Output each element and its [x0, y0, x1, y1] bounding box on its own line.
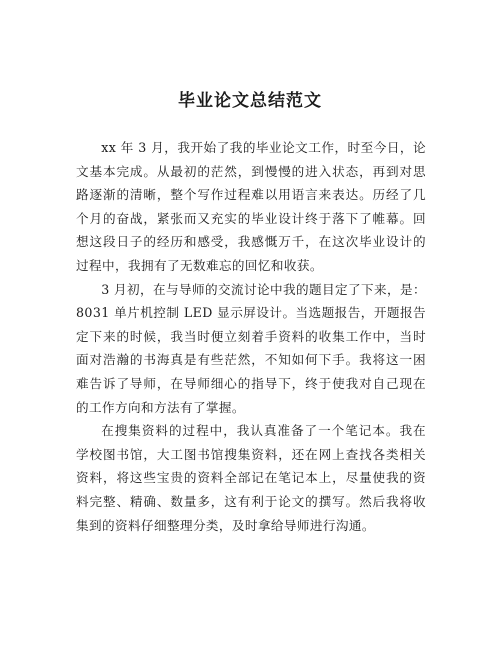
paragraph-1: xx 年 3 月，我开始了我的毕业论文工作，时至今日，论文基本完成。从最初的茫然，到慢慢的进入状态，再到对思路逐渐的清晰，整个写作过程难以用语言来表达。历经了几个月的奋战，紧张而又充实的毕业设计终于落下了帷幕。回想这段日子的经历和感受，我感慨万千，在这次毕业设计的过程中，我拥有了无数难忘的回忆和收获。 [76, 140, 426, 273]
document-body [76, 136, 426, 537]
document-title: 毕业论文总结范文 [178, 91, 322, 111]
paragraph-3: 在搜集资料的过程中，我认真准备了一个笔记本。我在学校图书馆，大工图书馆搜集资料，还在网上查找各类相关资料，将这些宝贵的资料全部记在笔记本上，尽量使我的资料完整、精确、数量多，这有利于论文的撰写。然后我将收集到的资料仔细整理分类，及时拿给导师进行沟通。 [76, 423, 426, 533]
paragraph-2: 3 月初，在与导师的交流讨论中我的题目定了下来，是：8031 单片机控制 LED 显示屏设计。当选题报告，开题报告定下来的时候，我当时便立刻着手资料的收集工作中，当时面对浩瀚的书海真是有些茫然，不知如何下手。我将这一困难告诉了导师，在导师细心的指导下，终于使我对自己现在的工作方向和方法有了掌握。 [76, 281, 426, 415]
